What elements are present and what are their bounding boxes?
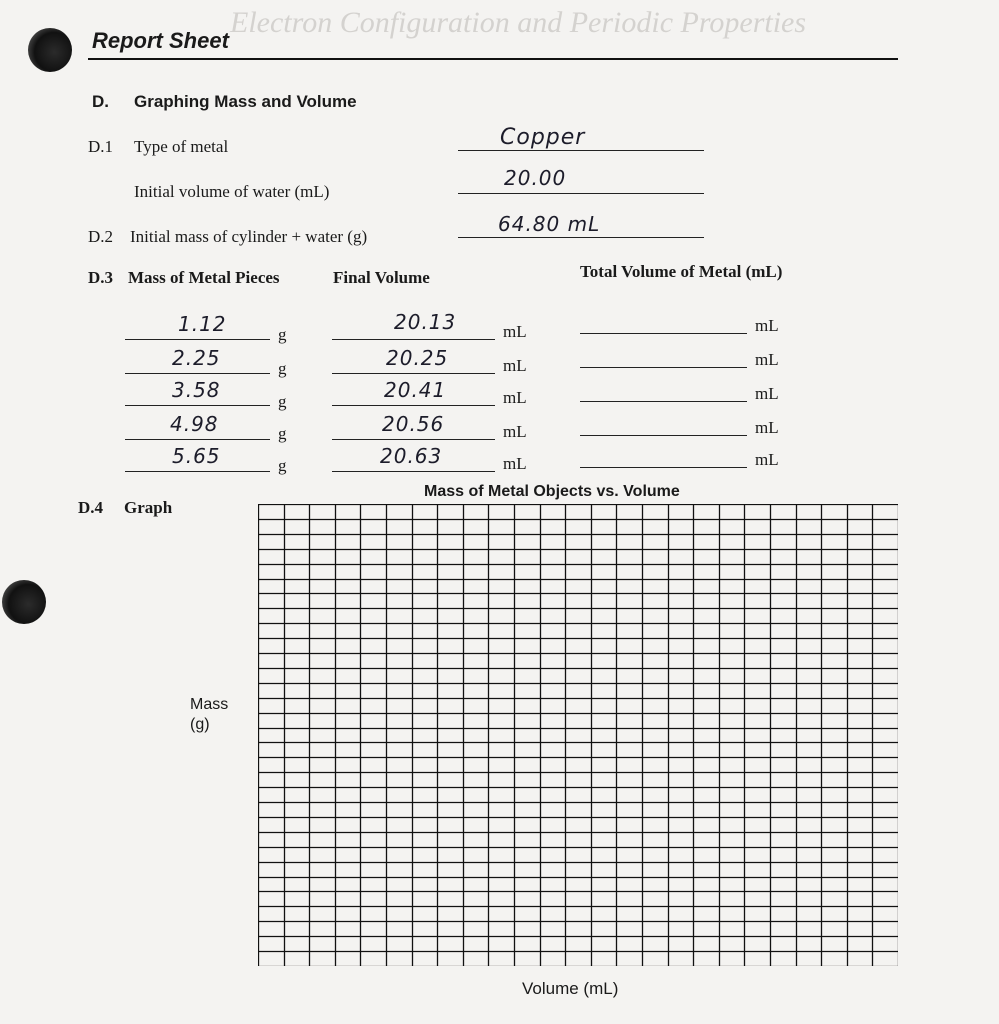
d3-col-total: Total Volume of Metal (mL): [580, 262, 783, 281]
section-heading: Graphing Mass and Volume: [134, 92, 357, 111]
row-final-line: [332, 471, 495, 472]
d1-type-label: Type of metal: [134, 137, 229, 156]
d3-number: D.3: [88, 268, 114, 287]
row-total-line: [580, 435, 747, 436]
row-mass-line: [125, 405, 270, 406]
row-final-unit: mL: [503, 422, 527, 441]
page-title: Report Sheet: [92, 28, 229, 53]
row-total-unit: mL: [755, 450, 779, 469]
row-final: 20.25: [386, 346, 449, 370]
ghost-title: Electron Configuration and Periodic Properties: [230, 6, 807, 39]
row-total-unit: mL: [755, 350, 779, 369]
row-final: 20.13: [394, 310, 457, 334]
row-mass-line: [125, 439, 270, 440]
row-mass-unit: g: [278, 456, 287, 475]
title-rule: [88, 58, 898, 60]
row-mass-unit: g: [278, 424, 287, 443]
binder-hole-top: [28, 28, 72, 72]
d1-type-value: Copper: [500, 125, 586, 150]
row-final: 20.63: [380, 444, 443, 468]
row-final-line: [332, 339, 495, 340]
d1-type-line: [458, 150, 704, 151]
row-mass: 4.98: [170, 412, 219, 436]
row-total-unit: mL: [755, 418, 779, 437]
row-mass-unit: g: [278, 359, 287, 378]
section-letter: D.: [92, 92, 109, 111]
binder-hole-bottom: [2, 580, 46, 624]
row-mass: 2.25: [172, 346, 221, 370]
d2-number: D.2: [88, 227, 114, 246]
row-mass-unit: g: [278, 392, 287, 411]
row-final-line: [332, 405, 495, 406]
d4-number: D.4: [78, 498, 104, 517]
d1-number: D.1: [88, 137, 114, 156]
row-mass-unit: g: [278, 325, 287, 344]
d4-label: Graph: [124, 498, 173, 517]
row-total-line: [580, 467, 747, 468]
row-final-line: [332, 373, 495, 374]
y-axis-label: Mass (g): [190, 696, 229, 733]
row-final: 20.56: [382, 412, 445, 436]
row-final-unit: mL: [503, 356, 527, 375]
row-total-line: [580, 367, 747, 368]
graph-grid: [258, 504, 898, 966]
row-final-unit: mL: [503, 454, 527, 473]
row-mass: 1.12: [178, 312, 227, 336]
row-mass-line: [125, 373, 270, 374]
row-total-unit: mL: [755, 316, 779, 335]
d2-value: 64.80 mL: [498, 212, 601, 236]
row-mass: 3.58: [172, 378, 221, 402]
row-total-unit: mL: [755, 384, 779, 403]
row-mass: 5.65: [172, 444, 221, 468]
chart-title: Mass of Metal Objects vs. Volume: [424, 483, 680, 500]
d3-col-mass: Mass of Metal Pieces: [128, 268, 280, 287]
d1-volume-line: [458, 193, 704, 194]
row-final-line: [332, 439, 495, 440]
d3-col-final: Final Volume: [333, 268, 430, 287]
row-mass-line: [125, 339, 270, 340]
row-mass-line: [125, 471, 270, 472]
d2-line: [458, 237, 704, 238]
row-final-unit: mL: [503, 322, 527, 341]
x-axis-label: Volume (mL): [522, 979, 619, 998]
d1-volume-label: Initial volume of water (mL): [134, 182, 330, 201]
row-final: 20.41: [384, 378, 447, 402]
d2-label: Initial mass of cylinder + water (g): [130, 227, 368, 246]
row-final-unit: mL: [503, 388, 527, 407]
row-total-line: [580, 401, 747, 402]
row-total-line: [580, 333, 747, 334]
d1-volume-value: 20.00: [504, 166, 567, 190]
